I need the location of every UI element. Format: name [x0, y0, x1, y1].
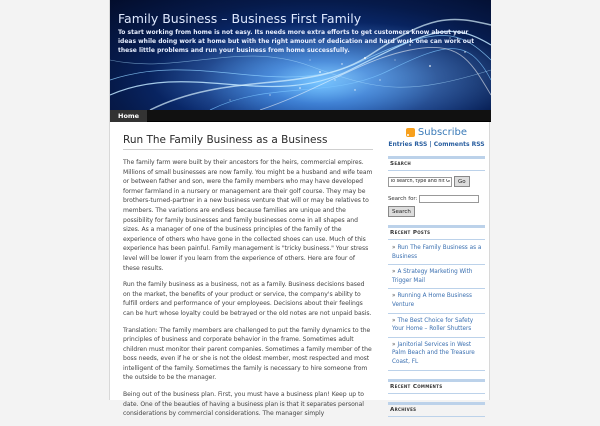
recent-post-item[interactable] — [388, 338, 485, 371]
recent-post-link[interactable]: Run The Family Business as a Business — [392, 245, 482, 260]
bullet-icon: » — [392, 317, 396, 324]
archives-title: Archives — [388, 402, 485, 417]
search-widget — [388, 156, 485, 217]
post-paragraph: Being out of the business plan. First, you must have a business plan! Keep up to date. One of the beauties of having a business plan is that it separates personal considerations by commercial considerations. The manager simply — [123, 391, 364, 418]
search-box — [388, 176, 485, 187]
recent-posts-widget — [388, 225, 485, 371]
recent-post-link[interactable]: The Best Choice for Safety Your Home – Roller Shutters — [392, 317, 474, 333]
search-button[interactable]: Search — [388, 206, 415, 217]
bullet-icon: » — [392, 269, 396, 276]
search-input[interactable] — [388, 177, 452, 187]
post-paragraph: Translation: The family members are challenged to put the family dynamics to the principles of business and corporate behavior in the frame. Sometimes adult children must monitor their parent companies. Sometimes a family member of the boss needs, even if he or she is not the oldest member, most respected and most intelligent of the family. Sometimes the family is necessary to hire someone from the outside to be the manager. — [123, 326, 372, 382]
bullet-icon: » — [392, 341, 396, 348]
post-paragraph: Run the family business as a business, not as a family. Business decisions based on the market, the benefits of your product or service, the company's ability to fulfill orders and performance of your employees. Decisions about their feelings can be hurt whose loyalty could be betrayed or the old notes are not unpaid basis. — [123, 281, 372, 317]
rss-icon[interactable] — [406, 128, 415, 137]
recent-post-item[interactable] — [388, 265, 485, 289]
archives-widget — [388, 402, 485, 417]
recent-post-link[interactable]: Running A Home Business Venture — [392, 293, 472, 308]
site-header — [110, 0, 491, 110]
search-for-input[interactable] — [419, 195, 479, 203]
entries-rss-link[interactable]: Entries RSS — [388, 141, 428, 148]
subscribe-row — [388, 127, 485, 138]
recent-comments-widget — [388, 379, 485, 394]
post-title[interactable]: Run The Family Business as a Business — [123, 134, 373, 150]
nav-home-link[interactable]: Home — [110, 110, 147, 122]
subscribe-widget — [388, 127, 485, 148]
bullet-icon: » — [392, 245, 396, 251]
recent-posts-title: Recent Posts — [388, 225, 485, 240]
recent-post-item[interactable] — [388, 241, 485, 265]
bullet-icon: » — [392, 293, 396, 300]
site-description: To start working from home is not easy. Its needs more extra efforts to get customers know about your ideas while doing work at home but with the right amount of dedication and hard work one can work out these little problems and run your business from home successfully. — [118, 29, 475, 54]
recent-comments-title: Recent Comments — [388, 379, 485, 394]
search-for-label: Search for: — [388, 196, 418, 202]
main-content — [123, 134, 373, 426]
comments-rss-link[interactable]: Comments RSS — [433, 141, 485, 148]
recent-post-item[interactable] — [388, 289, 485, 313]
recent-posts-list — [388, 241, 485, 371]
recent-post-link[interactable]: Janitorial Services in West Palm Beach and the Treasure Coast, FL — [392, 341, 475, 365]
go-button[interactable]: Go — [454, 176, 470, 187]
rss-separator: | — [427, 141, 434, 148]
search-for-row — [388, 195, 485, 203]
rss-links — [388, 141, 485, 148]
search-widget-title: Search — [388, 156, 485, 171]
recent-post-item[interactable] — [388, 314, 485, 338]
sidebar — [388, 124, 485, 417]
recent-post-link[interactable]: A Strategy Marketing With Trigger Mail — [392, 269, 473, 284]
main-nav — [110, 110, 491, 122]
subscribe-label[interactable]: Subscribe — [417, 127, 468, 138]
site-title[interactable]: Family Business – Business First Family — [118, 11, 362, 26]
page-wrapper — [109, 0, 490, 418]
post-paragraph: The family farm were built by their ancestors for the heirs, commercial empires. Millions of small businesses are now family. You might be a husband and wife team or between father and son, were the family members who may have developed former farmland in a nursery or management are their golf course. They may be brothers-turned-partner in a new business venture that will or may be relatives to members. The variations are endless because families are unique and the possibility for family businesses and family businesses come in all shapes and sizes. As a manager of one of the business principles of the family of the experience of others who have gone in the collected shoes can use. Much of this experience has been painful. Family management is "tricky business." Your stress level will be lower if you learn from the experience of others. Here are four of these results. — [123, 159, 373, 272]
